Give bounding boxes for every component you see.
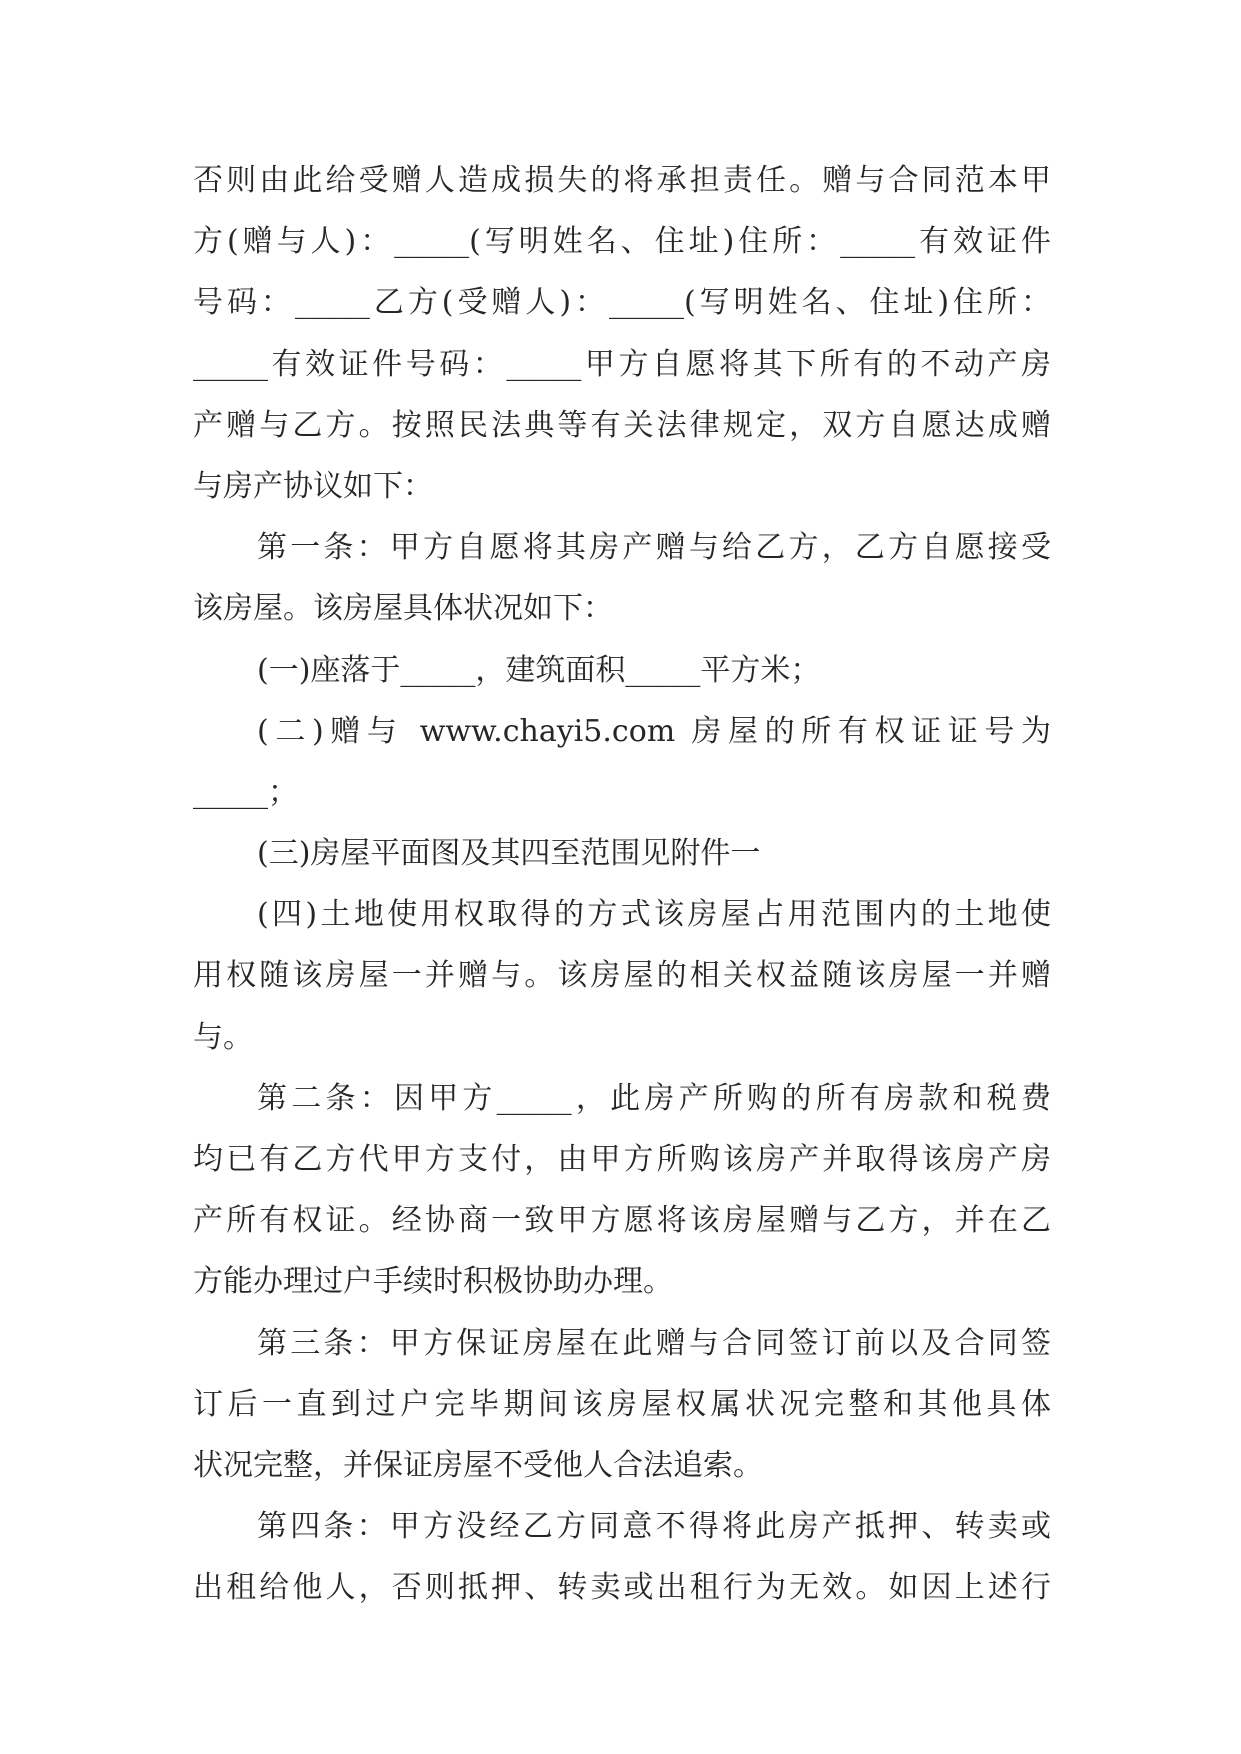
text-line: 状况完整，并保证房屋不受他人合法追索。	[193, 1447, 763, 1483]
text-line: 该房屋。该房屋具体状况如下：	[193, 591, 613, 627]
article-2-heading: 第二条：因甲方_____，此房产所购的所有房款和税费	[257, 1080, 1051, 1116]
clause-3: (三)房屋平面图及其四至范围见附件一	[257, 836, 761, 872]
text-line: 与。	[193, 1019, 253, 1055]
text-line: _____有效证件号码：_____甲方自愿将其下所有的不动产房	[193, 346, 1051, 382]
text-line: 产赠与乙方。按照民法典等有关法律规定，双方自愿达成赠	[193, 407, 1051, 443]
text-line: 出租给他人，否则抵押、转卖或出租行为无效。如因上述行	[193, 1570, 1051, 1606]
document-page	[193, 150, 1051, 1619]
text-line: 与房产协议如下：	[193, 468, 433, 504]
text-line: 否则由此给受赠人造成损失的将承担责任。赠与合同范本甲	[193, 163, 1051, 198]
text-line: 均已有乙方代甲方支付，由甲方所购该房产并取得该房产房	[193, 1142, 1051, 1177]
article-3-heading: 第三条：甲方保证房屋在此赠与合同签订前以及合同签	[257, 1325, 1051, 1361]
clause-4: (四)土地使用权取得的方式该房屋占用范围内的土地使	[257, 897, 1051, 933]
text-line: 方(赠与人)：_____(写明姓名、住址)住所：_____有效证件	[193, 224, 1051, 260]
text-line: 号码：_____乙方(受赠人)：_____(写明姓名、住址)住所：	[193, 285, 1051, 321]
text-line: _____；	[193, 774, 298, 810]
clause-1: (一)座落于_____，建筑面积_____平方米；	[257, 652, 821, 688]
text-line: 订后一直到过户完毕期间该房屋权属状况完整和其他具体	[193, 1386, 1051, 1422]
text-line: 产所有权证。经协商一致甲方愿将该房屋赠与乙方，并在乙	[193, 1203, 1051, 1239]
text-line: 用权随该房屋一并赠与。该房屋的相关权益随该房屋一并赠	[193, 958, 1051, 994]
article-1-heading: 第一条：甲方自愿将其房产赠与给乙方，乙方自愿接受	[257, 530, 1051, 566]
text-line: 方能办理过户手续时积极协助办理。	[193, 1264, 673, 1300]
clause-2: (二)赠与 www.chayi5.com 房屋的所有权证证号为	[257, 713, 1051, 749]
article-4-heading: 第四条：甲方没经乙方同意不得将此房产抵押、转卖或	[257, 1509, 1051, 1545]
